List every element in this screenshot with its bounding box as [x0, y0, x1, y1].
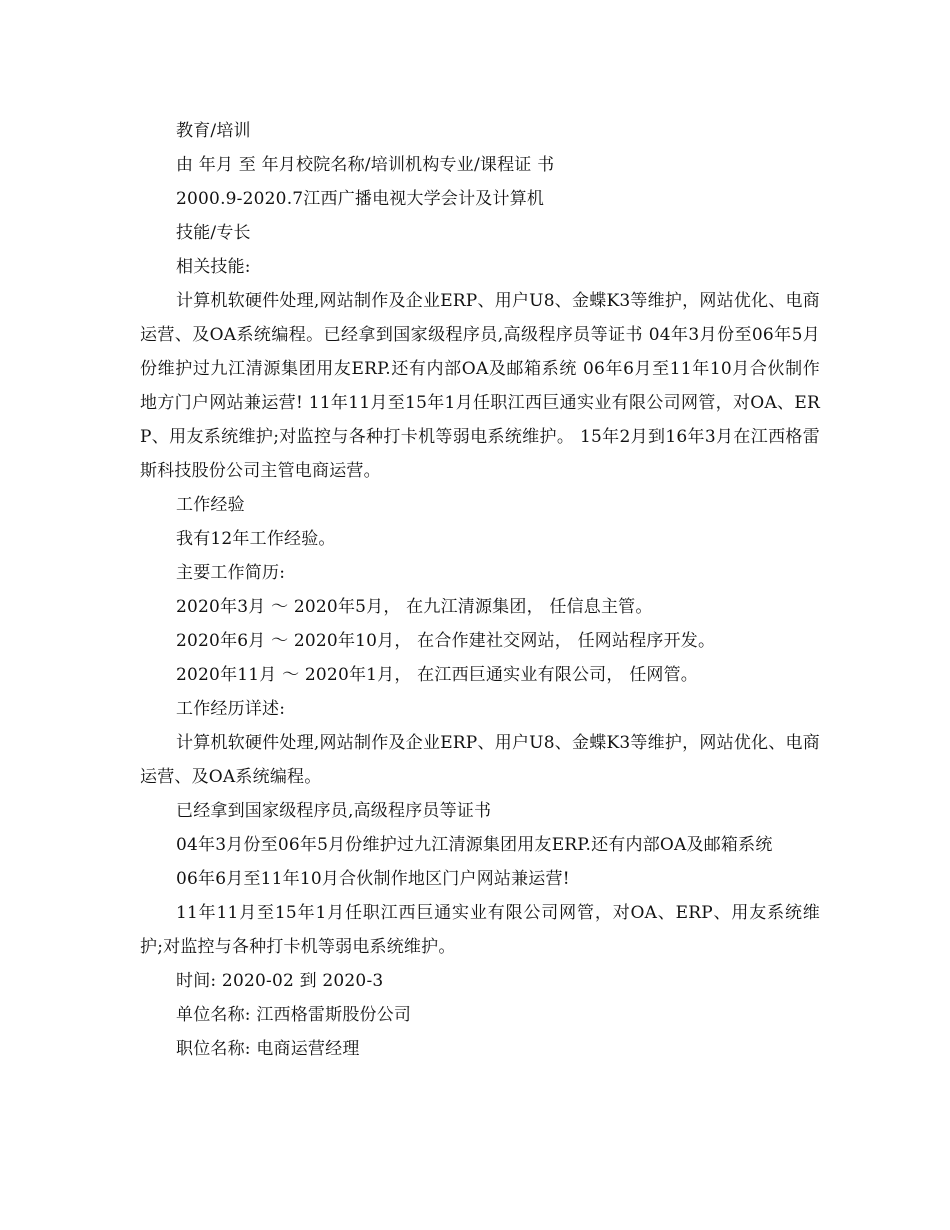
work-history-entry: 2020年6月 ～ 2020年10月， 在合作建社交网站， 任网站程序开发。: [176, 631, 716, 651]
document-body: [140, 114, 820, 1066]
education-entry: 2000.9-2020.7江西广播电视大学会计及计算机: [176, 189, 545, 209]
work-detail-certificates: 已经拿到国家级程序员,高级程序员等证书: [176, 801, 492, 821]
job-company: 单位名称: 江西格雷斯股份公司: [176, 1005, 412, 1025]
job-title: 职位名称: 电商运营经理: [176, 1039, 360, 1059]
work-history-entry: 2020年11月 ～ 2020年1月， 在江西巨通实业有限公司， 任网管。: [176, 665, 698, 685]
education-column-headers: 由 年月 至 年月校院名称/培训机构专业/课程证 书: [176, 155, 555, 175]
work-detail-paragraph: 04年3月份至06年5月份维护过九江清源集团用友ERP.还有内部OA及邮箱系统: [176, 835, 773, 855]
skills-paragraph: 计算机软硬件处理,网站制作及企业ERP、用户U8、金蝶K3等维护，网站优化、电商运营、及OA系统编程。已经拿到国家级程序员,高级程序员等证书 04年3月份至06年5月份维护过九江清源集团用友ERP.还有内部OA及邮箱系统 06年6月至11年10月合伙制作地方门户网站兼运营! 11年11月至15年1月任职江西巨通实业有限公司网管，对OA、ERP、用友系统维护;对监控与各种打卡机等弱电系统维护。 15年2月到16年3月在江西格雷斯科技股份公司主管电商运营。: [140, 291, 820, 481]
section-heading-skills: 技能/专长: [176, 223, 251, 243]
work-detail-label: 工作经历详述:: [176, 699, 286, 719]
job-time: 时间: 2020-02 到 2020-3: [176, 971, 384, 991]
skills-label: 相关技能:: [176, 257, 251, 277]
work-detail-paragraph: 计算机软硬件处理,网站制作及企业ERP、用户U8、金蝶K3等维护，网站优化、电商运营、及OA系统编程。: [140, 733, 820, 787]
work-history-entry: 2020年3月 ～ 2020年5月， 在九江清源集团， 任信息主管。: [176, 597, 653, 617]
work-history-label: 主要工作简历:: [176, 563, 286, 583]
work-detail-paragraph: 11年11月至15年1月任职江西巨通实业有限公司网管，对OA、ERP、用友系统维护;对监控与各种打卡机等弱电系统维护。: [140, 903, 820, 957]
experience-years: 我有12年工作经验。: [176, 529, 336, 549]
section-heading-experience: 工作经验: [176, 495, 245, 515]
section-heading-education: 教育/培训: [176, 121, 251, 141]
work-detail-portal: 06年6月至11年10月合伙制作地区门户网站兼运营!: [176, 869, 570, 889]
